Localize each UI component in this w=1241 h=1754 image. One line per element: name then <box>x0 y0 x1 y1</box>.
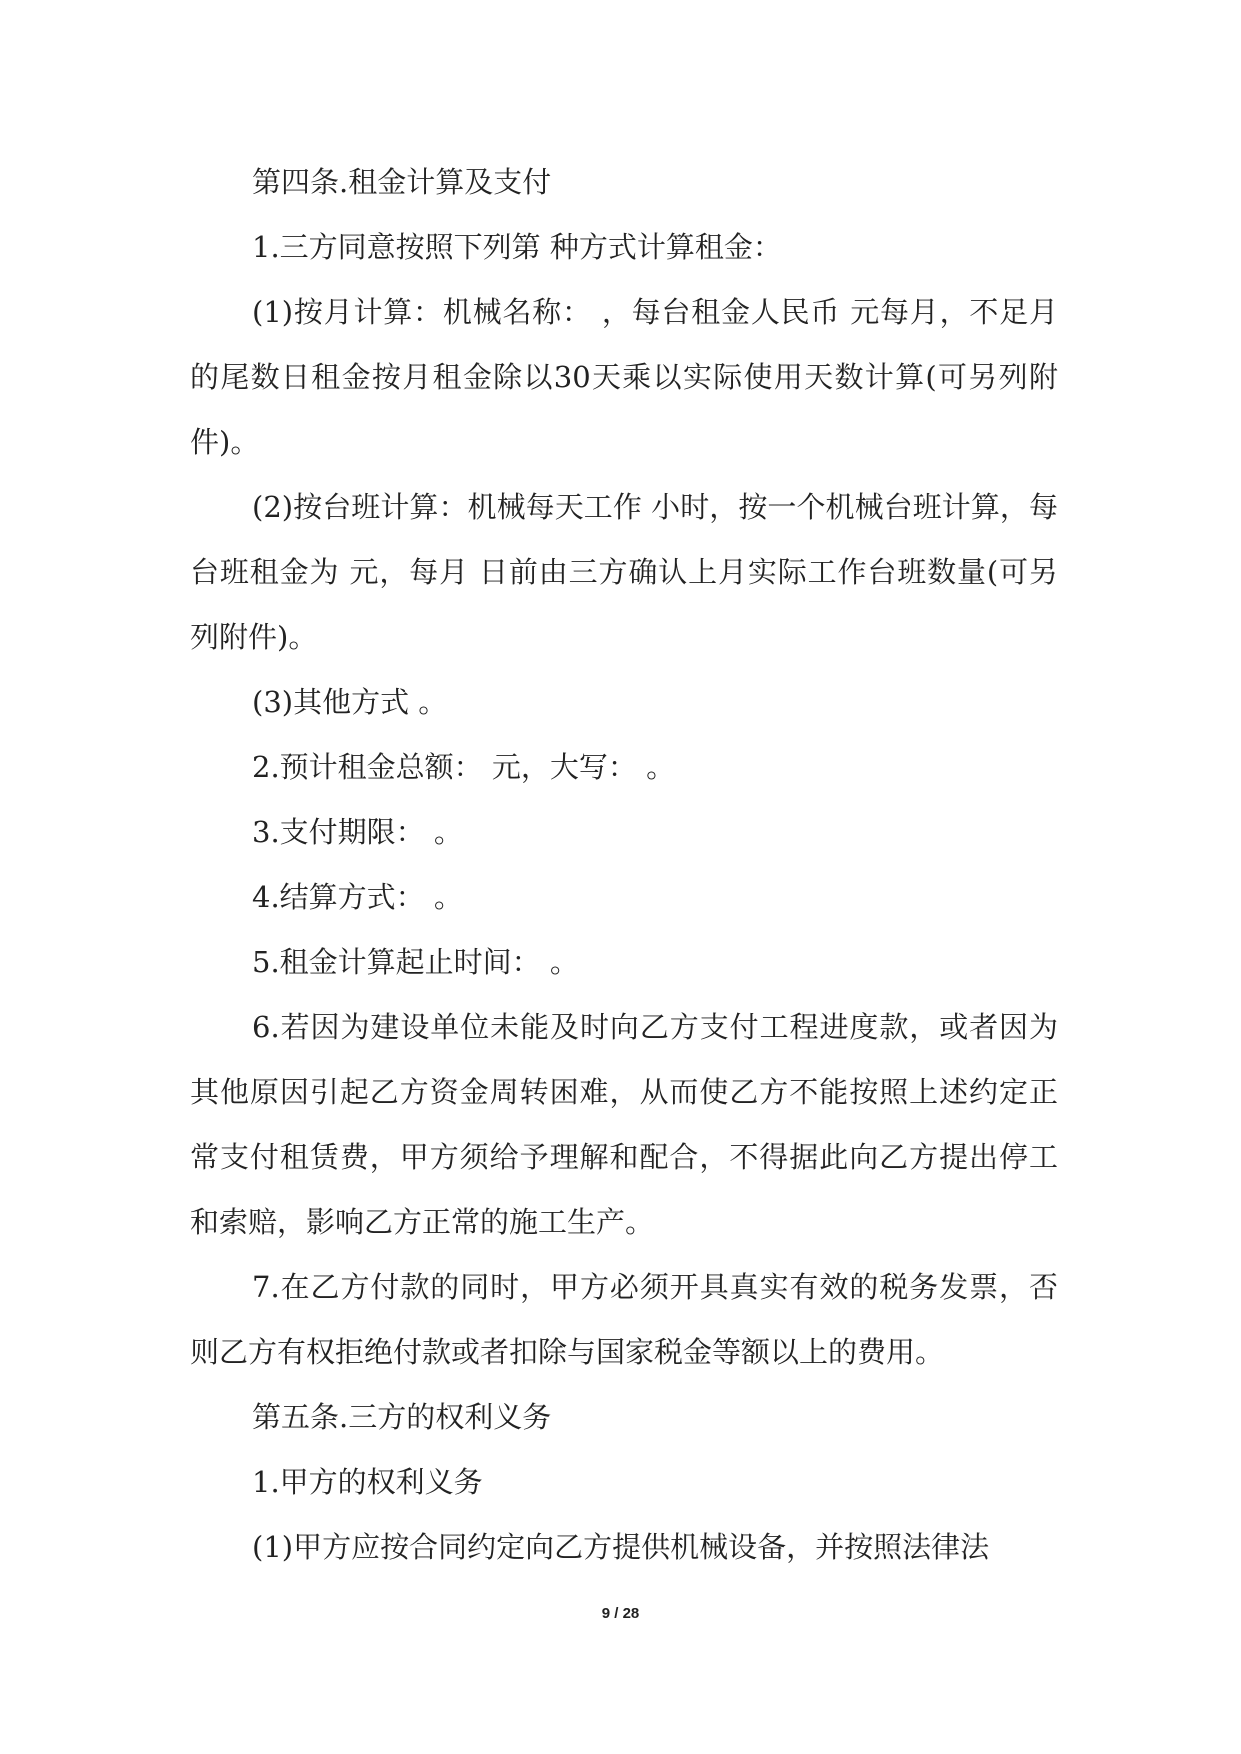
clause-4-4: 4.结算方式： 。 <box>252 880 463 914</box>
clause-4-2: 2.预计租金总额： 元，大写： 。 <box>252 750 676 784</box>
clause-4-1-2: (2)按台班计算：机械每天工作 小时，按一个机械台班计算，每台班租金为 元，每月 日前由三方确认上月实际工作台班数量(可另列附件)。 <box>190 490 1058 654</box>
clause-4-1-1: (1)按月计算：机械名称： ，每台租金人民币 元每月，不足月的尾数日租金按月租金除以30天乘以实际使用天数计算(可另列附件)。 <box>190 295 1058 459</box>
article-4-heading: 第四条.租金计算及支付 <box>252 165 552 199</box>
clause-4-7: 7.在乙方付款的同时，甲方必须开具真实有效的税务发票，否则乙方有权拒绝付款或者扣除与国家税金等额以上的费用。 <box>190 1270 1058 1369</box>
clause-4-6: 6.若因为建设单位未能及时向乙方支付工程进度款，或者因为其他原因引起乙方资金周转困难，从而使乙方不能按照上述约定正常支付租赁费，甲方须给予理解和配合，不得据此向乙方提出停工和索赔，影响乙方正常的施工生产。 <box>190 1010 1058 1239</box>
clause-4-1: 1.三方同意按照下列第 种方式计算租金： <box>252 230 782 264</box>
contract-body <box>190 150 1058 1580</box>
clause-5-1-1: (1)甲方应按合同约定向乙方提供机械设备，并按照法律法 <box>252 1530 990 1564</box>
article-5-heading: 第五条.三方的权利义务 <box>252 1400 552 1434</box>
clause-4-1-3: (3)其他方式 。 <box>252 685 448 719</box>
clause-4-5: 5.租金计算起止时间： 。 <box>252 945 579 979</box>
clause-5-1: 1.甲方的权利义务 <box>252 1465 483 1499</box>
page-number: 9 / 28 <box>601 1605 640 1622</box>
clause-4-3: 3.支付期限： 。 <box>252 815 463 849</box>
